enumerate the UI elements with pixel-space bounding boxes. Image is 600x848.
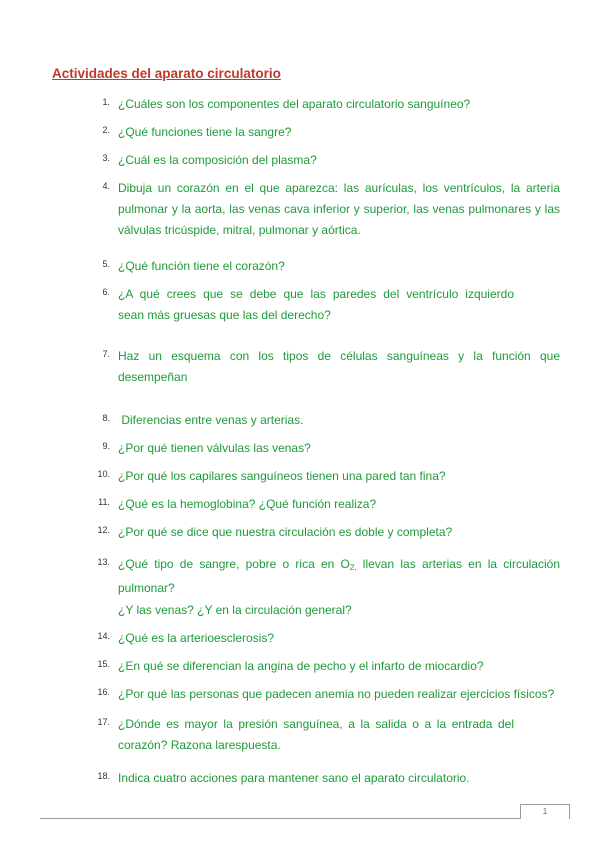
item-text: ¿Por qué los capilares sanguíneos tienen una pared tan fina?	[118, 469, 446, 483]
item-text: ¿Cuál es la composición del plasma?	[118, 153, 317, 167]
document-title: Actividades del aparato circulatorio	[52, 66, 281, 81]
item-number: 14.	[97, 631, 110, 641]
item-text-part: llevan las arterias en la circulación pulmonar?	[118, 557, 560, 595]
item-number: 3.	[102, 153, 110, 163]
item-text: ¿En qué se diferencian la angina de pecho y el infarto de miocardio?	[118, 659, 484, 673]
item-text-extra: ¿Y las venas? ¿Y en la circulación general?	[118, 603, 352, 617]
item-text: ¿Por qué tienen válvulas las venas?	[118, 441, 311, 455]
item-text	[118, 284, 514, 326]
item-line: ¿Dónde es mayor la presión sanguínea, a la salida o a la entrada del	[118, 717, 514, 731]
item-text: ¿Qué es la arterioesclerosis?	[118, 631, 275, 645]
item-number: 4.	[102, 181, 110, 191]
item-number: 9.	[102, 441, 110, 451]
item-text: ¿Qué es la hemoglobina? ¿Qué función realiza?	[118, 497, 377, 511]
subscript: 2,	[349, 563, 357, 572]
item-number: 15.	[97, 659, 110, 669]
footer-divider	[40, 818, 520, 819]
item-number: 8.	[102, 413, 110, 423]
item-line: ¿A qué crees que se debe que las paredes del ventrículo izquierdo	[118, 287, 514, 301]
item-number: 12.	[97, 525, 110, 535]
item-text: Dibuja un corazón en el que aparezca: las aurículas, los ventrículos, la arteria pulmonar y la aorta, las venas cava inferior y superior, las venas pulmonares y las válvulas tricúspide, mitral, pulmonar y aórtica.	[118, 181, 560, 237]
item-number: 2.	[102, 125, 110, 135]
item-number: 13.	[97, 557, 110, 567]
page-number: 1	[520, 804, 570, 819]
item-text: ¿Por qué las personas que padecen anemia no pueden realizar ejercicios físicos?	[118, 687, 555, 701]
item-number: 6.	[102, 287, 110, 297]
item-number: 16.	[97, 687, 110, 697]
item-number: 1.	[102, 97, 110, 107]
item-text-part: ¿Qué tipo de sangre, pobre o rica en O	[118, 557, 350, 571]
item-text	[118, 554, 560, 599]
item-text: ¿Por qué se dice que nuestra circulación es doble y completa?	[118, 525, 453, 539]
item-number: 7.	[102, 349, 110, 359]
item-text: ¿Qué funciones tiene la sangre?	[118, 125, 292, 139]
item-text: Haz un esquema con los tipos de células sanguíneas y la función que desempeñan	[118, 349, 560, 384]
item-number: 10.	[97, 469, 110, 479]
item-text: ¿Qué función tiene el corazón?	[118, 259, 285, 273]
item-number: 17.	[97, 717, 110, 727]
item-number: 11.	[98, 497, 110, 507]
item-line: sean más gruesas que las del derecho?	[118, 308, 331, 322]
item-line: corazón? Razona larespuesta.	[118, 738, 281, 752]
item-text: Indica cuatro acciones para mantener sano el aparato circulatorio.	[118, 771, 470, 785]
item-text: ¿Cuáles son los componentes del aparato circulatorio sanguíneo?	[118, 97, 471, 111]
item-number: 5.	[102, 259, 110, 269]
item-number: 18.	[97, 771, 110, 781]
item-text: Diferencias entre venas y arterias.	[118, 413, 304, 427]
item-text	[118, 714, 514, 756]
